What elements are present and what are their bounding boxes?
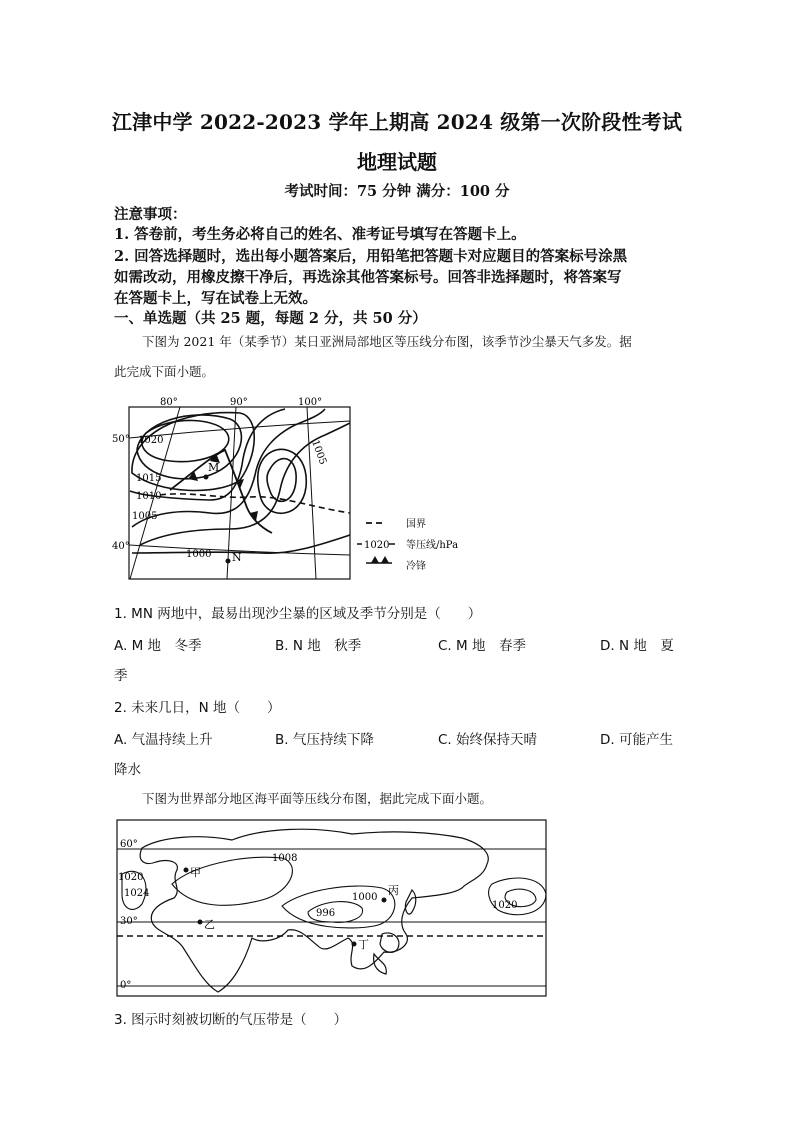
isobar-label: 1005	[132, 511, 158, 522]
exam-subtitle: 地理试题	[357, 150, 437, 174]
point-label-ding: 丁	[358, 938, 369, 951]
isobar-label: 1020	[118, 872, 144, 883]
point-label-yi: 乙	[204, 918, 215, 931]
lat-label-40: 40°	[112, 541, 130, 552]
legend-isobar-sample: 1020	[364, 540, 390, 551]
exam-info: 考试时间：75 分钟 满分：100 分	[284, 183, 510, 200]
q2-option-d[interactable]: D. 可能产生	[600, 732, 673, 748]
legend-isobar-label: 等压线/hPa	[406, 540, 459, 551]
q1-option-d-wrap: 季	[114, 668, 128, 684]
q2-option-c[interactable]: C. 始终保持天晴	[438, 732, 538, 748]
lat-label-50: 50°	[112, 434, 130, 445]
point-label-m: M	[208, 461, 220, 474]
section-1-heading: 一、单选题（共 25 题，每题 2 分，共 50 分）	[114, 310, 427, 327]
isobar-label: 1008	[272, 853, 298, 864]
lon-label-80: 80°	[160, 397, 178, 408]
q1-option-c[interactable]: C. M 地 春季	[438, 638, 526, 654]
q1-option-d[interactable]: D. N 地 夏	[600, 638, 674, 654]
lon-label-100: 100°	[298, 397, 323, 408]
exam-title: 江津中学 2022-2023 学年上期高 2024 级第一次阶段性考试	[111, 110, 683, 134]
q2-stem: 2. 未来几日，N 地（ ）	[114, 700, 281, 716]
q3-stem: 3. 图示时刻被切断的气压带是（ ）	[114, 1012, 348, 1028]
isobar-label: 1020	[138, 435, 164, 446]
isobar-label: 1000	[186, 549, 212, 560]
lon-label-90: 90°	[230, 397, 248, 408]
q2-option-d-wrap: 降水	[114, 762, 141, 778]
lat-label-30: 30°	[120, 916, 138, 927]
q2-option-b[interactable]: B. 气压持续下降	[275, 732, 374, 748]
legend-border-label: 国界	[406, 519, 426, 530]
notice-item-2-line-1: 2. 回答选择题时，选出每小题答案后，用铅笔把答题卡对应题目的答案标号涂黑	[114, 248, 628, 265]
isobar-label: 1005	[309, 438, 329, 467]
q1-stem: 1. MN 两地中，最易出现沙尘暴的区域及季节分别是（ ）	[114, 606, 482, 622]
isobar-label: 1010	[136, 491, 162, 502]
notice-item-2-line-3: 在答题卡上，写在试卷上无效。	[114, 290, 317, 307]
point-label-bing: 丙	[388, 884, 399, 897]
group-1-lead-line-1: 下图为 2021 年（某季节）某日亚洲局部地区等压线分布图，该季节沙尘暴天气多发。据	[142, 334, 632, 349]
lat-label-60: 60°	[120, 839, 138, 850]
notice-item-1: 1. 答卷前，考生务必将自己的姓名、准考证号填写在答题卡上。	[114, 226, 526, 243]
isobar-label: 1024	[124, 888, 150, 899]
world-isobar-map	[112, 814, 552, 1000]
point-label-n: N	[232, 551, 242, 564]
isobar-label: 1000	[352, 892, 378, 903]
lat-label-0: 0°	[120, 980, 132, 991]
notice-heading: 注意事项：	[114, 206, 187, 223]
isobar-label: 1020	[492, 900, 518, 911]
asia-isobar-map	[110, 395, 480, 587]
legend-cold-front-label: 冷锋	[406, 561, 426, 572]
group-2-lead: 下图为世界部分地区海平面等压线分布图，据此完成下面小题。	[142, 791, 493, 806]
q1-option-a[interactable]: A. M 地 冬季	[114, 638, 202, 654]
isobar-label: 996	[316, 908, 336, 919]
notice-item-2-line-2: 如需改动，用橡皮擦干净后，再选涂其他答案标号。回答非选择题时，将答案写	[114, 269, 622, 286]
point-label-jia: 甲	[190, 866, 201, 879]
isobar-label: 1015	[136, 473, 162, 484]
group-1-lead-line-2: 此完成下面小题。	[114, 364, 215, 379]
q1-option-b[interactable]: B. N 地 秋季	[275, 638, 362, 654]
q2-option-a[interactable]: A. 气温持续上升	[114, 732, 213, 748]
